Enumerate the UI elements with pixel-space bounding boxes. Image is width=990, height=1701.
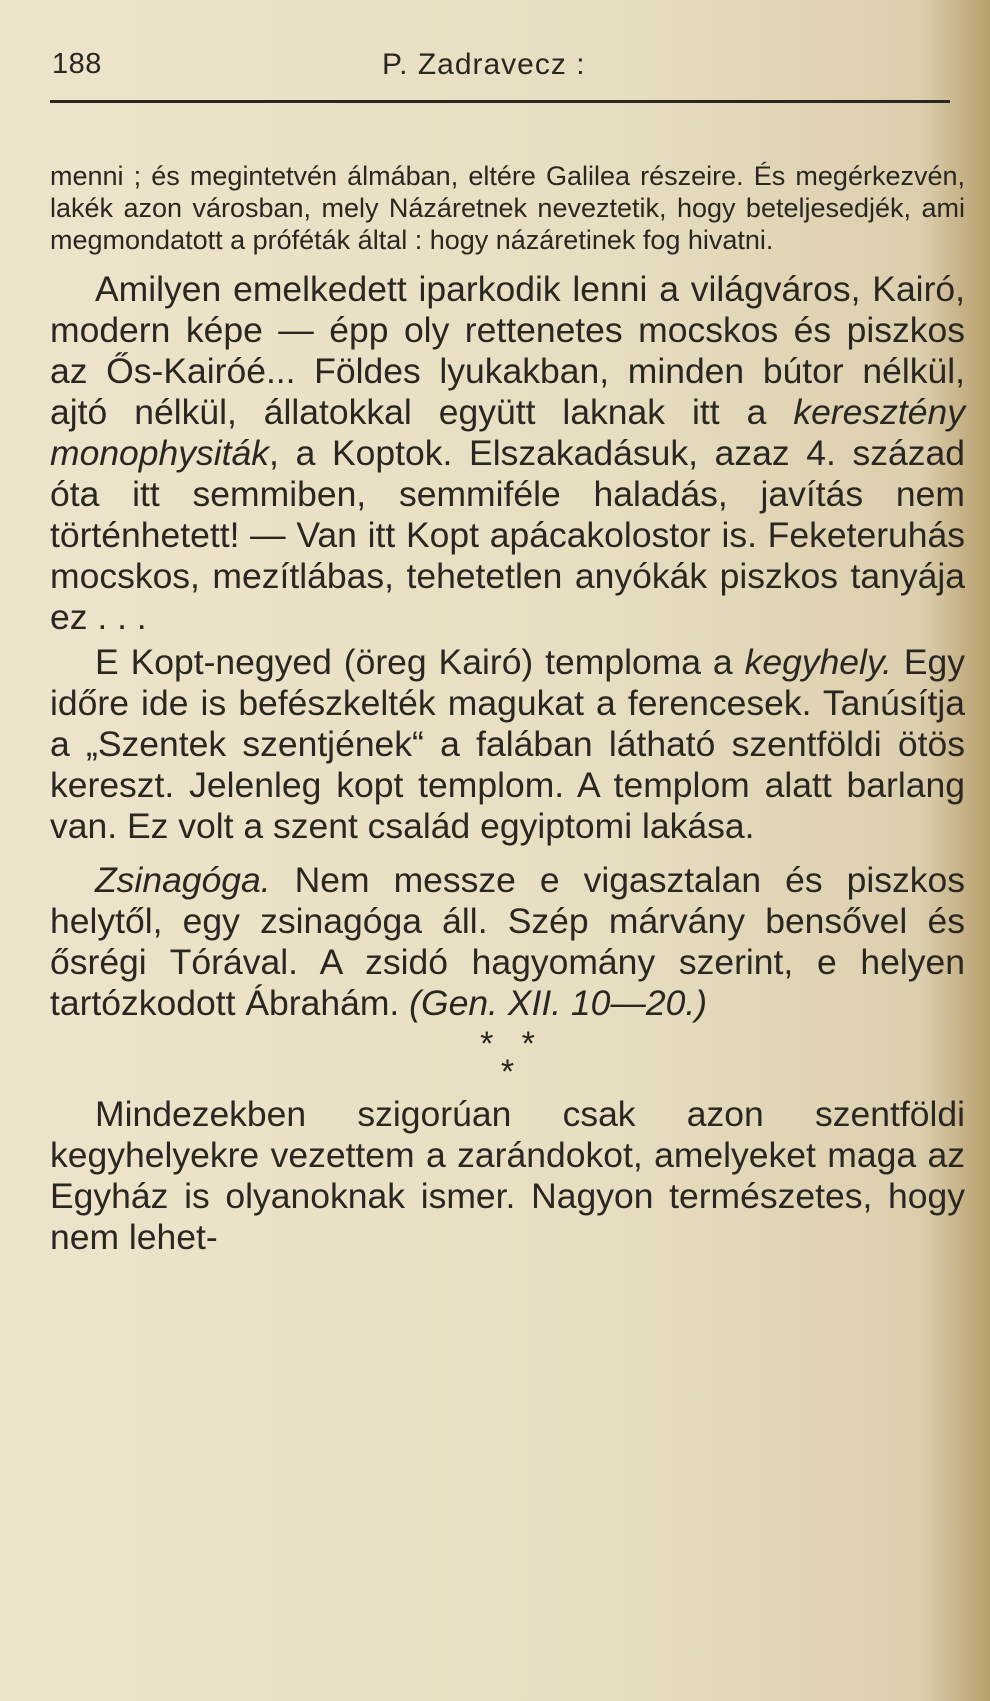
header-rule (50, 100, 950, 103)
paragraph-kopt (50, 642, 965, 847)
page-number: 188 (52, 48, 102, 80)
paragraph-synagogue-rest: Nem messze e vigasztalan és piszkos helytől, egy zsinagóga áll. Szép márvány bensővel és ősrégi Tórával. A zsidó hagyomány szerint, e helyen tartózkodott Ábrahám. (50, 860, 965, 1023)
running-head: P. Zadravecz : (382, 48, 586, 81)
paragraph-cairo-text: Amilyen emelkedett iparkodik lenni a világváros, Kairó, modern képe — épp oly rettenetes mocskos és piszkos az Ős-Kairóé... Földes lyukakban, minden bútor nélkül, ajtó nélkül, állatokkal együtt laknak itt a (50, 269, 965, 432)
page-header (52, 48, 960, 96)
paragraph-cairo (50, 269, 965, 638)
paragraph-kopt-start: E Kopt-negyed (öreg Kairó) temploma a (95, 642, 733, 682)
paragraph-synagogue-italic: Zsinagóga. (95, 860, 271, 900)
paragraph-synagogue (50, 860, 965, 1024)
page-body (50, 160, 965, 1258)
divider-star-bottom: * (500, 1053, 515, 1091)
paragraph-synagogue-ref: (Gen. XII. 10—20.) (409, 983, 708, 1023)
section-divider (50, 1025, 965, 1091)
paragraph-pilgrimage: Mindezekben szigorúan csak azon szentföldi kegyhelyekre vezettem a zarándokot, amelyeket maga az Egyház is olyanoknak ismer. Nagyon természetes, hogy nem lehet- (50, 1094, 965, 1257)
paragraph-cairo-italic: keresztény monophysiták (50, 392, 965, 473)
divider-stars-top: * * (480, 1025, 535, 1063)
intro-paragraph: menni ; és megintetvén álmában, eltére Galilea részeire. És megérkezvén, lakék azon városban, mely Názáretnek neveztetik, hogy beteljesedjék, ami megmondatott a próféták által : hogy názáretinek fog hivatni. (50, 161, 965, 255)
paragraph-cairo-rest: , a Koptok. Elszakadásuk, azaz 4. század óta itt semmiben, semmiféle haladás, javítás nem történhetett! — Van itt Kopt apácakolostor is. Feketeruhás mocskos, mezítlábas, tehetetlen anyókák piszkos tanyája ez . . . (50, 433, 965, 637)
paragraph-kopt-rest: Egy időre ide is befészkelték magukat a ferencesek. Tanúsítja a „Szentek szentjének“ a falában látható szentföldi ötös kereszt. Jelenleg kopt templom. A templom alatt barlang van. Ez volt a szent család egyiptomi lakása. (50, 642, 965, 846)
paragraph-kopt-italic: kegyhely. (744, 642, 892, 682)
